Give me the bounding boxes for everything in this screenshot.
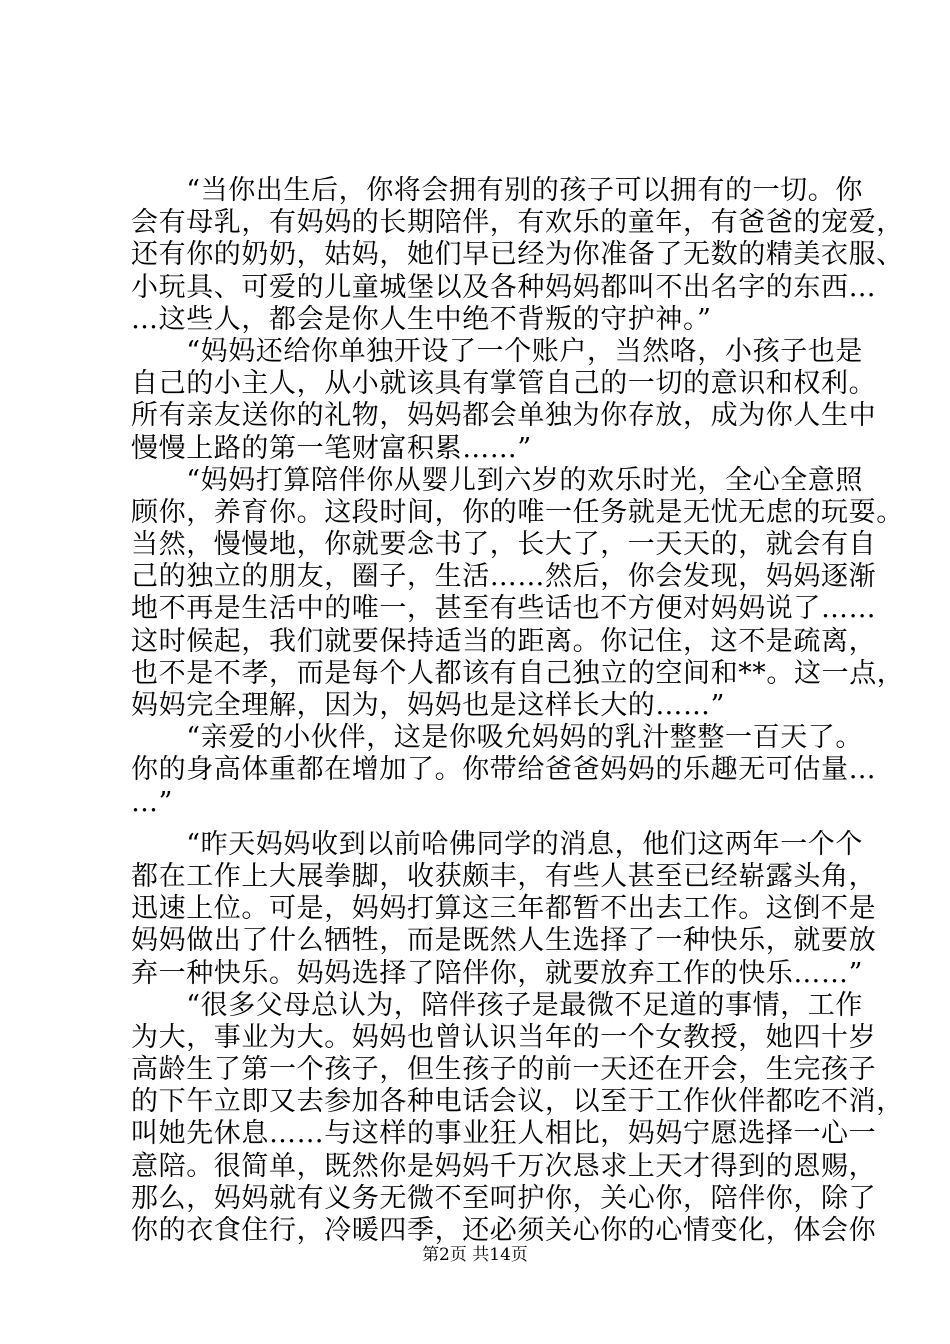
text-line: 你的身高体重都在增加了。你带给爸爸妈妈的乐趣无可估量… [131,754,877,786]
text-line: 也不是不孝，而是每个人都该有自己独立的空间和**。这一点， [131,657,905,689]
text-line: 小玩具、可爱的儿童城堡以及各种妈妈都叫不出名字的东西… [131,271,877,303]
text-line: “妈妈还给你单独开设了一个账户，当然咯，小孩子也是 [131,335,864,367]
text-line: 你的衣食住行，冷暖四季，还必须关心你的心情变化，体会你 [131,1215,877,1246]
text-line: 高龄生了第一个孩子，但生孩子的前一天还在开会，生完孩子 [131,1054,877,1086]
text-line: 自己的小主人，从小就该具有掌管自己的一切的意识和权利。 [131,368,877,400]
paragraph-gap [131,819,831,829]
text-line: 弃一种快乐。妈妈选择了陪伴你，就要放弃工作的快乐……” [131,957,864,989]
paragraph-5 [131,828,877,990]
text-line: 还有你的奶奶，姑妈，她们早已经为你准备了无数的精美衣服、 [131,239,904,271]
text-line: 那么，妈妈就有义务无微不至呵护你，关心你，陪伴你，除了 [131,1182,877,1214]
paragraph-3 [131,464,905,723]
paragraph-6 [131,989,904,1248]
text-line: …这些人，都会是你人生中绝不背叛的守护神。” [131,303,712,335]
text-line: 妈妈完全理解，因为，妈妈也是这样长大的……” [131,690,726,721]
text-line: 地不再是生活中的唯一，甚至有些话也不方便对妈妈说了…… [131,593,877,625]
text-line: 都在工作上大展拳脚，收获颇丰，有些人甚至已经崭露头角， [131,860,877,892]
text-line: “妈妈打算陪伴你从婴儿到六岁的欢乐时光，全心全意照 [131,464,864,496]
text-line: 当然，慢慢地，你就要念书了，长大了，一天天的，就会有自 [131,529,877,561]
text-line: “昨天妈妈收到以前哈佛同学的消息，他们这两年一个个 [131,828,864,860]
paragraph-1 [131,175,904,336]
text-line: 叫她先休息……与这样的事业狂人相比，妈妈宁愿选择一心一 [131,1118,877,1150]
text-line: 所有亲友送你的礼物，妈妈都会单独为你存放，成为你人生中 [131,400,877,432]
text-line: 的下午立即又去参加各种电话会议，以至于工作伙伴都吃不消， [131,1086,904,1118]
document-body [131,175,905,1247]
text-line: 为大，事业为大。妈妈也曾认识当年的一个女教授，她四十岁 [131,1021,877,1053]
text-line: 顾你，养育你。这段时间，你的唯一任务就是无忧无虑的玩耍。 [131,496,904,528]
paragraph-2 [131,335,877,465]
text-line: 妈妈做出了什么牺牲，而是既然人生选择了一种快乐，就要放 [131,925,877,957]
text-line: 迅速上位。可是，妈妈打算这三年都暂不出去工作。这倒不是 [131,893,877,925]
text-line: 慢慢上路的第一笔财富积累……” [131,432,532,464]
text-line: …” [131,786,174,818]
text-line: “很多父母总认为，陪伴孩子是最微不足道的事情，工作 [131,989,864,1021]
text-line: 意陪。很简单，既然你是妈妈千万次恳求上天才得到的恩赐， [131,1150,877,1182]
page-footer [0,1244,950,1266]
text-line: 己的独立的朋友，圈子，生活……然后，你会发现，妈妈逐渐 [131,561,877,593]
text-line: 这时候起，我们就要保持适当的距离。你记住，这不是疏离， [131,625,877,657]
paragraph-4 [131,722,877,819]
text-line: “当你出生后，你将会拥有别的孩子可以拥有的一切。你 [131,175,864,206]
page-number-label: 第2页 共14页 [422,1245,528,1265]
text-line: 会有母乳，有妈妈的长期陪伴，有欢乐的童年，有爸爸的宠爱， [131,207,904,239]
text-line: “亲爱的小伙伴，这是你吸允妈妈的乳汁整整一百天了。 [131,722,864,754]
